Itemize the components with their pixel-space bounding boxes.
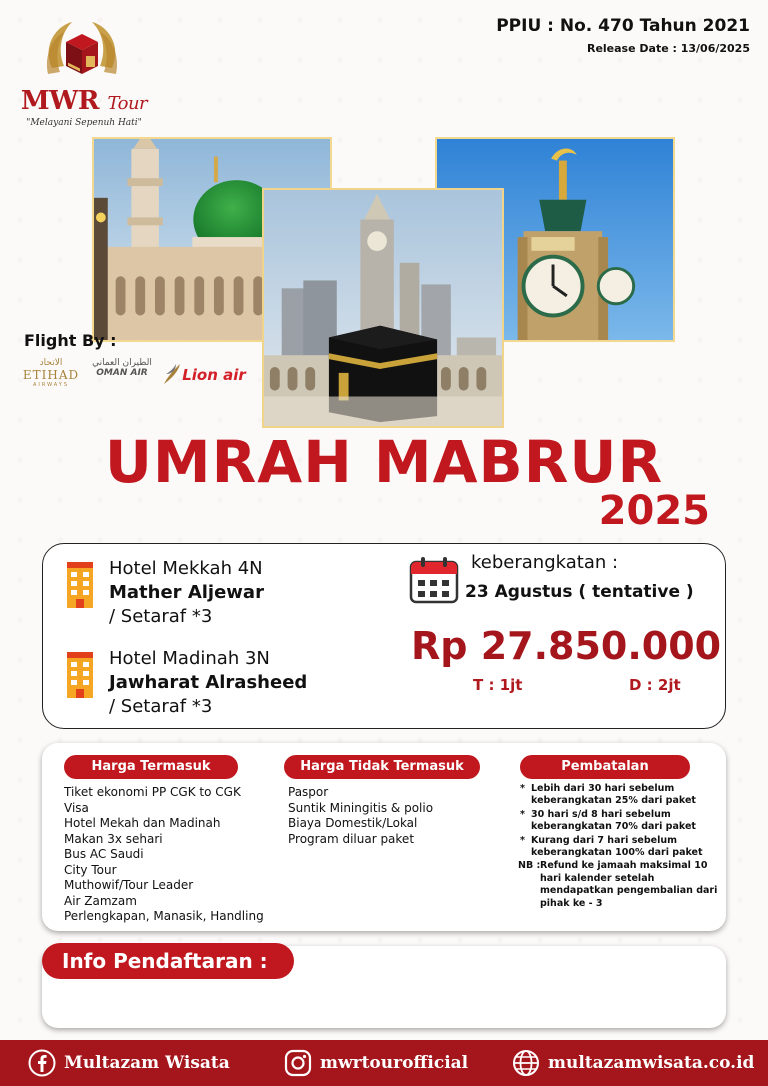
list-item: Muthowif/Tour Leader bbox=[64, 878, 194, 892]
etihad-arabic: الاتحاد bbox=[39, 358, 63, 368]
hotel-name: Mather Aljewar bbox=[109, 582, 264, 603]
hotel-heading: Hotel Mekkah 4N bbox=[109, 558, 263, 579]
globe-icon bbox=[512, 1049, 540, 1077]
package-details-card bbox=[42, 743, 726, 931]
building-icon bbox=[65, 650, 95, 700]
flight-label: Flight By : bbox=[24, 331, 117, 350]
list-item: Tiket ekonomi PP CGK to CGK bbox=[64, 785, 241, 799]
list-item: Suntik Miningitis & polio bbox=[288, 800, 434, 815]
facebook-icon bbox=[28, 1049, 56, 1077]
package-info-card bbox=[42, 543, 726, 729]
list-item: Bus AC Saudi bbox=[64, 847, 144, 861]
hotel-name: Jawharat Alrasheed bbox=[109, 672, 308, 693]
website-link[interactable] bbox=[512, 1040, 754, 1086]
included-heading: Harga Termasuk bbox=[64, 755, 238, 779]
website-label: multazamwisata.co.id bbox=[548, 1053, 755, 1073]
etihad-sub: AIRWAYS bbox=[32, 382, 70, 388]
facebook-label: Multazam Wisata bbox=[64, 1053, 230, 1073]
etihad-name: ETIHAD bbox=[22, 368, 80, 382]
list-item: Makan 3x sehari bbox=[64, 831, 163, 846]
price-triple: T : 1jt bbox=[473, 676, 523, 694]
brand-name: MWR Tour bbox=[20, 86, 148, 116]
list-item: * 30 hari s/d 8 hari sebelum keberangkatan 70% dari paket bbox=[520, 808, 696, 833]
airline-logos bbox=[16, 358, 256, 392]
instagram-icon bbox=[284, 1049, 312, 1077]
photo-kaaba bbox=[262, 188, 504, 428]
instagram-link[interactable] bbox=[284, 1040, 468, 1086]
omanair-name: OMAN AIR bbox=[96, 368, 148, 378]
hotel-heading: Hotel Madinah 3N bbox=[109, 648, 270, 669]
cancellation-note: NB : Refund ke jamaah maksimal 10 hari kalender setelah mendapatkan pengembalian dari pihak ke - 3 bbox=[518, 860, 718, 909]
list-item: Visa bbox=[64, 800, 89, 815]
title-year: 2025 bbox=[598, 488, 710, 534]
hotel-class: / Setaraf *3 bbox=[109, 696, 213, 717]
license-info bbox=[496, 16, 750, 55]
facebook-link[interactable] bbox=[28, 1040, 230, 1086]
list-item: Hotel Mekah dan Madinah bbox=[64, 816, 221, 830]
departure-label: keberangkatan : bbox=[471, 552, 619, 573]
departure-date: 23 Agustus ( tentative ) bbox=[465, 582, 694, 602]
omanair-arabic: الطيران العماني bbox=[92, 358, 152, 368]
brand-tagline: "Melayani Sepenuh Hati" bbox=[26, 118, 142, 128]
included-list bbox=[64, 785, 264, 925]
page-title: UMRAH MABRUR bbox=[104, 428, 664, 496]
etihad-logo bbox=[16, 358, 86, 388]
list-item: City Tour bbox=[64, 862, 117, 877]
price-double: D : 2jt bbox=[629, 676, 681, 694]
package-price: Rp 27.850.000 bbox=[411, 624, 722, 668]
list-item: Paspor bbox=[288, 785, 329, 799]
kaaba-logo-icon bbox=[42, 16, 122, 88]
brand-logo bbox=[14, 16, 154, 128]
release-date: Release Date : 13/06/2025 bbox=[586, 42, 750, 55]
lionair-logo: Lion air bbox=[182, 366, 246, 384]
hotel-class: / Setaraf *3 bbox=[109, 606, 213, 627]
cancellation-list bbox=[518, 783, 718, 910]
list-item: * Lebih dari 30 hari sebelum keberangkatan 25% dari paket bbox=[520, 783, 696, 807]
excluded-heading: Harga Tidak Termasuk bbox=[284, 755, 480, 779]
building-icon bbox=[65, 560, 95, 610]
list-item: Biaya Domestik/Lokal bbox=[288, 816, 418, 830]
list-item: Program diluar paket bbox=[288, 831, 415, 846]
footer bbox=[0, 1040, 768, 1086]
registration-heading: Info Pendaftaran : bbox=[42, 943, 294, 979]
list-item: Air Zamzam bbox=[64, 893, 137, 908]
calendar-icon bbox=[409, 556, 459, 604]
ppiu-number: PPIU : No. 470 Tahun 2021 bbox=[496, 16, 750, 36]
list-item: * Kurang dari 7 hari sebelum keberangkatan 100% dari paket bbox=[520, 834, 703, 859]
cancellation-heading: Pembatalan bbox=[520, 755, 690, 779]
excluded-list bbox=[288, 785, 433, 847]
instagram-label: mwrtourofficial bbox=[320, 1053, 469, 1073]
omanair-logo bbox=[88, 358, 156, 378]
list-item: Perlengkapan, Manasik, Handling bbox=[64, 909, 264, 923]
